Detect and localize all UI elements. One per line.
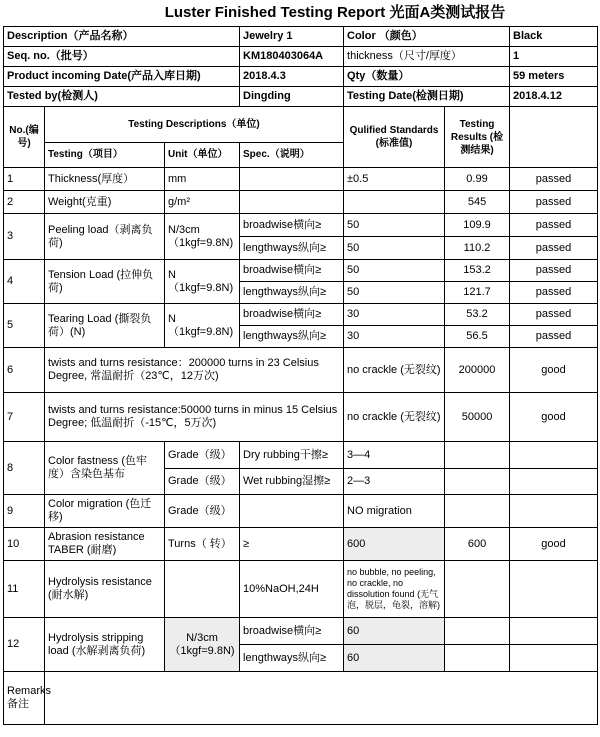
row-no: 1 bbox=[4, 168, 45, 191]
row-verdict: passed bbox=[510, 304, 598, 326]
row-result bbox=[445, 469, 510, 495]
row-spec: 10%NaOH,24H bbox=[240, 561, 344, 618]
row-spec: Dry rubbing干擦≥ bbox=[240, 442, 344, 469]
row-result bbox=[445, 645, 510, 672]
tested-by-value: Dingding bbox=[240, 87, 344, 107]
row-spec bbox=[240, 191, 344, 214]
table-row bbox=[4, 191, 598, 214]
row-result: 153.2 bbox=[445, 260, 510, 282]
incoming-label: Product incoming Date(产品入库日期) bbox=[4, 67, 240, 87]
row-standard: 50 bbox=[344, 214, 445, 237]
row-no: 8 bbox=[4, 442, 45, 495]
row-verdict: good bbox=[510, 348, 598, 393]
row-verdict: passed bbox=[510, 214, 598, 237]
row-standard: ±0.5 bbox=[344, 168, 445, 191]
row-item: Abrasion resistance TABER (耐磨) bbox=[45, 528, 165, 561]
table-row bbox=[4, 495, 598, 528]
row-standard: 30 bbox=[344, 326, 445, 348]
col-results-header: Testing Results (检测结果) bbox=[445, 107, 510, 168]
row-verdict bbox=[510, 645, 598, 672]
row-no: 3 bbox=[4, 214, 45, 260]
thickness-value: 1 bbox=[510, 47, 598, 67]
row-result bbox=[445, 561, 510, 618]
row-item: Thickness(厚度） bbox=[45, 168, 165, 191]
row-no: 4 bbox=[4, 260, 45, 304]
row-unit: Turns（ 转） bbox=[165, 528, 240, 561]
row-verdict: passed bbox=[510, 326, 598, 348]
row-result: 545 bbox=[445, 191, 510, 214]
row-verdict: good bbox=[510, 528, 598, 561]
seq-label: Seq. no.（批号） bbox=[4, 47, 240, 67]
row-standard: no crackle (无裂纹) bbox=[344, 348, 445, 393]
row-item: twists and turns resistance:50000 turns in minus 15 Celsius Degree; 低温耐折（-15℃，5万次) bbox=[45, 393, 344, 442]
table-row bbox=[4, 561, 598, 618]
row-standard: 50 bbox=[344, 282, 445, 304]
description-value: Jewelry 1 bbox=[240, 27, 344, 47]
row-unit: g/m² bbox=[165, 191, 240, 214]
row-verdict bbox=[510, 618, 598, 645]
row-standard: 600 bbox=[344, 528, 445, 561]
row-spec: broadwise横向≥ bbox=[240, 618, 344, 645]
row-standard: 2—3 bbox=[344, 469, 445, 495]
row-unit: mm bbox=[165, 168, 240, 191]
row-spec: lengthways纵向≥ bbox=[240, 326, 344, 348]
row-standard: 60 bbox=[344, 645, 445, 672]
color-label: Color （颜色） bbox=[344, 27, 510, 47]
remarks-row bbox=[4, 672, 598, 725]
row-verdict bbox=[510, 561, 598, 618]
report-title: Luster Finished Testing Report 光面A类测试报告 bbox=[164, 4, 506, 21]
row-verdict bbox=[510, 442, 598, 469]
row-item: Color migration (色迁移) bbox=[45, 495, 165, 528]
row-standard: 50 bbox=[344, 237, 445, 260]
row-verdict: passed bbox=[510, 260, 598, 282]
remarks-label: Remarks 备注 bbox=[4, 672, 45, 725]
row-standard: 50 bbox=[344, 260, 445, 282]
row-result: 53.2 bbox=[445, 304, 510, 326]
table-row bbox=[4, 304, 598, 326]
row-result bbox=[445, 495, 510, 528]
qty-value: 59 meters bbox=[510, 67, 598, 87]
color-value: Black bbox=[510, 27, 598, 47]
row-unit: Grade（级） bbox=[165, 469, 240, 495]
row-spec: lengthways纵向≥ bbox=[240, 282, 344, 304]
table-row bbox=[4, 260, 598, 282]
table-row bbox=[4, 528, 598, 561]
row-no: 10 bbox=[4, 528, 45, 561]
row-verdict bbox=[510, 469, 598, 495]
header-row-incoming bbox=[4, 67, 598, 87]
row-spec bbox=[240, 495, 344, 528]
table-row bbox=[4, 214, 598, 237]
row-spec: lengthways纵向≥ bbox=[240, 237, 344, 260]
qty-label: Qty（数量） bbox=[344, 67, 510, 87]
row-unit: N/3cm （1kgf=9.8N) bbox=[165, 214, 240, 260]
row-item: Tearing Load (撕裂负荷）(N) bbox=[45, 304, 165, 348]
row-item: twists and turns resistance：200000 turns in 23 Celsius Degree, 常温耐折（23℃，12万次) bbox=[45, 348, 344, 393]
row-unit: Grade（级） bbox=[165, 442, 240, 469]
row-unit bbox=[165, 561, 240, 618]
row-unit: N （1kgf=9.8N) bbox=[165, 260, 240, 304]
tested-by-label: Tested by(检测人) bbox=[4, 87, 240, 107]
row-no: 7 bbox=[4, 393, 45, 442]
column-header-row bbox=[4, 107, 598, 143]
seq-value: KM180403064A bbox=[240, 47, 344, 67]
row-item: Hydrolysis stripping load (水解剥离负荷) bbox=[45, 618, 165, 672]
col-testing-header: Testing（项目） bbox=[45, 142, 165, 167]
table-row bbox=[4, 348, 598, 393]
row-standard bbox=[344, 191, 445, 214]
row-result bbox=[445, 618, 510, 645]
row-spec: broadwise横向≥ bbox=[240, 214, 344, 237]
row-spec: Wet rubbing湿擦≥ bbox=[240, 469, 344, 495]
row-result: 109.9 bbox=[445, 214, 510, 237]
row-verdict: passed bbox=[510, 282, 598, 304]
row-spec: broadwise横向≥ bbox=[240, 260, 344, 282]
row-result: 56.5 bbox=[445, 326, 510, 348]
incoming-value: 2018.4.3 bbox=[240, 67, 344, 87]
row-no: 12 bbox=[4, 618, 45, 672]
row-item: Color fastness (色牢度）含染色基布 bbox=[45, 442, 165, 495]
row-result: 50000 bbox=[445, 393, 510, 442]
testing-date-value: 2018.4.12 bbox=[510, 87, 598, 107]
row-no: 6 bbox=[4, 348, 45, 393]
row-spec: ≥ bbox=[240, 528, 344, 561]
row-unit: N/3cm （1kgf=9.8N) bbox=[165, 618, 240, 672]
row-standard: 60 bbox=[344, 618, 445, 645]
row-spec: broadwise横向≥ bbox=[240, 304, 344, 326]
row-verdict: passed bbox=[510, 168, 598, 191]
row-verdict: passed bbox=[510, 191, 598, 214]
row-result: 200000 bbox=[445, 348, 510, 393]
row-item: Weight(克重) bbox=[45, 191, 165, 214]
row-spec bbox=[240, 168, 344, 191]
col-unit-header: Unit（单位） bbox=[165, 142, 240, 167]
col-standards-header: Qulified Standards (标准值) bbox=[344, 107, 445, 168]
row-spec: lengthways纵向≥ bbox=[240, 645, 344, 672]
header-row-seq bbox=[4, 47, 598, 67]
row-unit: N （1kgf=9.8N) bbox=[165, 304, 240, 348]
description-label: Description（产品名称） bbox=[4, 27, 240, 47]
row-verdict: passed bbox=[510, 237, 598, 260]
row-no: 2 bbox=[4, 191, 45, 214]
table-row bbox=[4, 442, 598, 469]
row-standard: NO migration bbox=[344, 495, 445, 528]
table-row bbox=[4, 393, 598, 442]
row-result: 110.2 bbox=[445, 237, 510, 260]
header-row-tested-by bbox=[4, 87, 598, 107]
col-spec-header: Spec.（说明） bbox=[240, 142, 344, 167]
row-standard: no bubble, no peeling, no crackle, no dissolution found (无气泡，脱层，龟裂，溶解) bbox=[344, 561, 445, 618]
table-row bbox=[4, 618, 598, 645]
row-item: Hydrolysis resistance (耐水解) bbox=[45, 561, 165, 618]
testing-date-label: Testing Date(检测日期) bbox=[344, 87, 510, 107]
thickness-label: thickness（尺寸/厚度） bbox=[344, 47, 510, 67]
row-verdict: good bbox=[510, 393, 598, 442]
row-result: 600 bbox=[445, 528, 510, 561]
remarks-value bbox=[45, 672, 598, 725]
row-standard: no crackle (无裂纹) bbox=[344, 393, 445, 442]
row-result: 121.7 bbox=[445, 282, 510, 304]
row-result bbox=[445, 442, 510, 469]
row-no: 9 bbox=[4, 495, 45, 528]
col-no-header: No.(编号) bbox=[4, 107, 45, 168]
row-item: Peeling load（剥离负荷) bbox=[45, 214, 165, 260]
row-result: 0.99 bbox=[445, 168, 510, 191]
report-table bbox=[3, 26, 598, 725]
col-verdict-header bbox=[510, 107, 598, 168]
row-verdict bbox=[510, 495, 598, 528]
row-no: 11 bbox=[4, 561, 45, 618]
row-standard: 3—4 bbox=[344, 442, 445, 469]
table-row bbox=[4, 168, 598, 191]
row-standard: 30 bbox=[344, 304, 445, 326]
col-testing-desc-header: Testing Descriptions（单位) bbox=[45, 107, 344, 143]
row-no: 5 bbox=[4, 304, 45, 348]
row-unit: Grade（级） bbox=[165, 495, 240, 528]
row-item: Tension Load (拉伸负荷) bbox=[45, 260, 165, 304]
header-row-description bbox=[4, 27, 598, 47]
